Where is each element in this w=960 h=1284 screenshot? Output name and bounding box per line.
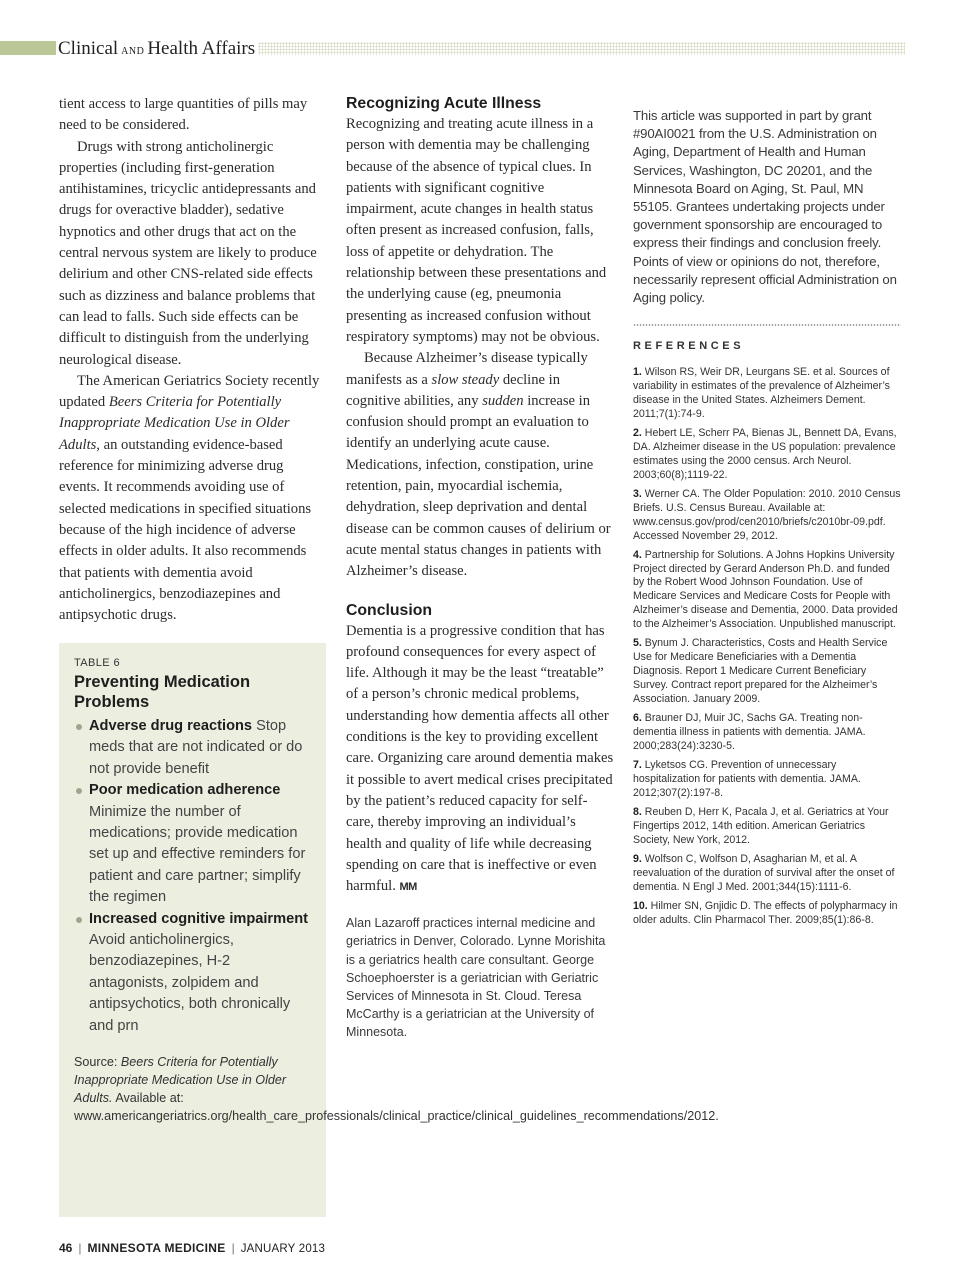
page-number: 46 — [59, 1241, 73, 1255]
reference-number: 9. — [633, 852, 642, 865]
heading-conclusion: Conclusion — [346, 601, 433, 619]
table-list-item — [74, 780, 312, 908]
reference-text: Werner CA. The Older Population: 2010. 2010 Census Briefs. U.S. Census Bureau. Available at: www.census.gov/prod/cen2010/briefs/c2010br-09.pdf. Accessed November 29, 2012. — [633, 487, 901, 542]
reference-text: Lyketsos CG. Prevention of unnecessary hospitalization for patients with dementia. JAMA. 2012;307(2):197-8. — [633, 758, 861, 799]
table-item-text: Avoid anticholinergics, benzodiazepines, H-2 antagonists, zolpidem and antipsychotics, both chronically and prn — [89, 932, 291, 1034]
reference-item — [633, 806, 901, 848]
reference-text: Brauner DJ, Muir JC, Sachs GA. Treating non-dementia illness in patients with dementia. JAMA. 2000;283(24):3230-5. — [633, 712, 866, 752]
reference-text: Wilson RS, Weir DR, Leurgans SE. et al. Sources of variability in estimates of the prevalence of Alzheimer’s disease in the United States. Alzheimers Dement. 2011;7(1):74-9. — [633, 366, 890, 420]
reference-number: 10. — [633, 899, 648, 912]
references-dotted-rule — [633, 324, 901, 326]
reference-item — [633, 853, 901, 895]
author-bio: Alan Lazaroff practices internal medicine and geriatrics in Denver, Colorado. Lynne Morishita is a geriatrics health care consultant. George Schoephoerster is a geriatrician with Geriatric Services of Minnesota in St. Cloud. Teresa McCarthy is a geriatrician at the University of Minnesota. — [346, 916, 606, 1039]
reference-number: 5. — [633, 637, 642, 650]
footer-separator-2: | — [231, 1241, 235, 1255]
table-item-text: Minimize the number of medications; provide medication set up and effective reminders for patient and care partner; simplify the regimen — [89, 803, 306, 906]
table-list-item — [74, 716, 312, 780]
references-heading: REFERENCES — [633, 340, 745, 353]
reference-item — [633, 366, 901, 422]
column-3 — [633, 107, 901, 933]
reference-number: 6. — [633, 712, 642, 725]
col2-body-2 — [346, 621, 614, 899]
col2-body-1 — [346, 114, 614, 583]
column-2 — [346, 94, 614, 1041]
table-source-title: Beers Criteria for Potentially Inappropriate Medication Use in Older Adults. — [74, 1055, 287, 1106]
reference-item — [633, 712, 901, 754]
col2-p2-emphasis-1: slow steady — [431, 371, 500, 388]
reference-number: 2. — [633, 427, 642, 440]
reference-item — [633, 637, 901, 707]
reference-text: Hebert LE, Scherr PA, Bienas JL, Bennett DA, Evans, DA. Alzheimer disease in the US population: prevalence estimates using the 2000 census. Arch Neurol. 2003;60(8);1119-22. — [633, 427, 897, 481]
reference-item — [633, 488, 901, 544]
reference-number: 3. — [633, 487, 642, 500]
col2-paragraph-3 — [346, 621, 614, 899]
reference-number: 7. — [633, 758, 642, 771]
header-dotted-rule — [258, 42, 905, 55]
reference-item — [633, 549, 901, 632]
table-list — [74, 716, 312, 1037]
funding-statement: This article was supported in part by grant #90AI0021 from the U.S. Administration on Aging, Department of Health and Human Services, Washington, DC 20201, and the Minnesota Board on Aging, St. Paul, MN 55105. Grantees undertaking projects under government sponsorship are encouraged to express their findings and conclusion freely. Points of view or opinions do not, therefore, necessarily represent official Administration on Aging policy. — [633, 108, 897, 306]
reference-text: Wolfson C, Wolfson D, Asagharian M, et al. A reevaluation of the duration of survival after the onset of dementia. N Engl J Med. 2001;344(15):1111-6. — [633, 852, 895, 893]
section-title-part2: Health Affairs — [147, 38, 256, 59]
col1-paragraph-2: Drugs with strong anticholinergic properties (including first-generation antihistamines, tricyclic antidepressants and drugs for overactive bladder), sedative hypnotics and other drugs that act on the central nervous system are likely to produce delirium and other CNS-related side effects such as dizziness and balance problems that can lead to falls. Such side effects can be difficult to distinguish from the underlying neurological disease. — [59, 138, 317, 368]
reference-number: 1. — [633, 366, 642, 379]
running-header — [0, 38, 905, 60]
col2-p2-text-a: Because Alzheimer’s disease typically manifests as a — [346, 350, 588, 388]
table-title: Preventing Medication Problems — [74, 673, 251, 711]
col1-p3-text-b: , an outstanding evidence-based reference for minimizing adverse drug events. It recommends avoiding use of selected medications in specified situations because of the high incidence of adverse effects in older adults. It also recommends that patients with dementia avoid anticholinergics, benzodiazepines and antipsychotic drugs. — [59, 436, 312, 624]
col1-paragraph-3 — [59, 371, 327, 627]
table-label: TABLE 6 — [74, 657, 121, 669]
beers-criteria-title: Beers Criteria for Potentially Inappropriate Medication Use in Older Adults — [59, 394, 290, 453]
reference-item — [633, 427, 901, 483]
reference-text: Partnership for Solutions. A Johns Hopkins University Project directed by Gerard Anderson Ph.D. and funded by the Robert Wood Johnson Foundation. Use of Medicare Services and Medicare Costs for People with Alzheimer’s disease and Dementia, 2000. Data provided to the Alzheimer’s Association. Unpublished manuscript. — [633, 548, 898, 631]
conclusion-text: Dementia is a progressive condition that has profound consequences for every aspect of life. Although it may be the least “treatable” of a person’s chronic medical problems, understanding how dementia affects all other conditions is the key to providing excellent care. Organizing care around dementia makes it possible to avert medical crises precipitated by the patient’s reduced capacity for self-care, thereby improving an individual’s health and quality of life while decreasing spending on care that is ineffective or even harmful. — [346, 622, 614, 895]
references-list — [633, 366, 901, 927]
table-item-heading: Adverse drug reactions — [89, 718, 253, 734]
col2-paragraph-1: Recognizing and treating acute illness in a person with dementia may be challenging because of the absence of typical clues. In patients with significant cognitive impairment, acute changes in health status often present as increased confusion, falls, loss of appetite or dehydration. The relationship between these presentations and the underlying cause (eg, pneumonia presenting as increased confusion without respiratory symptoms) may not be obvious. — [346, 116, 607, 345]
column-1 — [59, 94, 327, 626]
reference-item — [633, 759, 901, 801]
reference-number: 4. — [633, 548, 642, 561]
col2-paragraph-2 — [346, 348, 614, 582]
col2-p2-emphasis-2: sudden — [482, 392, 524, 409]
table-item-heading: Increased cognitive impairment — [89, 910, 308, 927]
page-footer — [59, 1241, 325, 1255]
reference-text: Hilmer SN, Gnjidic D. The effects of polypharmacy in older adults. Clin Pharmacol Ther. 2009;85(1):86-8. — [633, 899, 898, 926]
header-accent-bar — [0, 41, 56, 55]
reference-text: Reuben D, Herr K, Pacala J, et al. Geriatrics at Your Fingertips 2012, 14th edition. American Geriatrics Society, New York, 2012. — [633, 805, 889, 846]
table-list-item — [74, 909, 312, 1037]
reference-text: Bynum J. Characteristics, Costs and Health Service Use for Medicare Beneficiaries with a Dementia Diagnosis. Report 1 Medicare Current Beneficiary Survey. Contract report prepared for the Alzheimer’s Association. January 2009. — [633, 637, 888, 705]
col1-p3-text-a: The American Geriatrics Society recently updated — [59, 372, 320, 411]
table-source — [74, 1053, 719, 1125]
table-item-text: Stop meds that are not indicated or do not provide benefit — [89, 718, 303, 777]
issue-date: JANUARY 2013 — [240, 1243, 326, 1255]
reference-number: 8. — [633, 805, 642, 818]
col2-p2-text-c: increase in confusion should prompt an evaluation to identify an underlying acute cause. Medications, infection, constipation, urine retention, pain, myocardial ischemia, dehydration, sleep deprivation and dental disease can be common causes of delirium or acute mental status changes in patients with Alzheimer’s disease. — [346, 392, 611, 580]
section-title — [58, 38, 255, 63]
section-title-and: AND — [121, 46, 145, 57]
end-mark: MM — [399, 881, 417, 894]
col2-p2-text-b: decline in cognitive abilities, any — [346, 371, 561, 409]
table-item-heading: Poor medication adherence — [89, 782, 281, 799]
heading-recognizing-acute-illness: Recognizing Acute Illness — [346, 95, 542, 112]
footer-separator: | — [78, 1241, 82, 1255]
section-title-part1: Clinical — [58, 38, 119, 59]
magazine-name: MINNESOTA MEDICINE — [87, 1241, 226, 1255]
table-source-url: Available at: www.americangeriatrics.org/health_care_professionals/clinical_practice/clinical_guidelines_recommendations/2012. — [74, 1091, 719, 1124]
reference-item — [633, 900, 901, 928]
table-source-prefix: Source: — [74, 1055, 121, 1070]
col1-paragraph-1: tient access to large quantities of pills may need to be considered. — [59, 96, 308, 134]
